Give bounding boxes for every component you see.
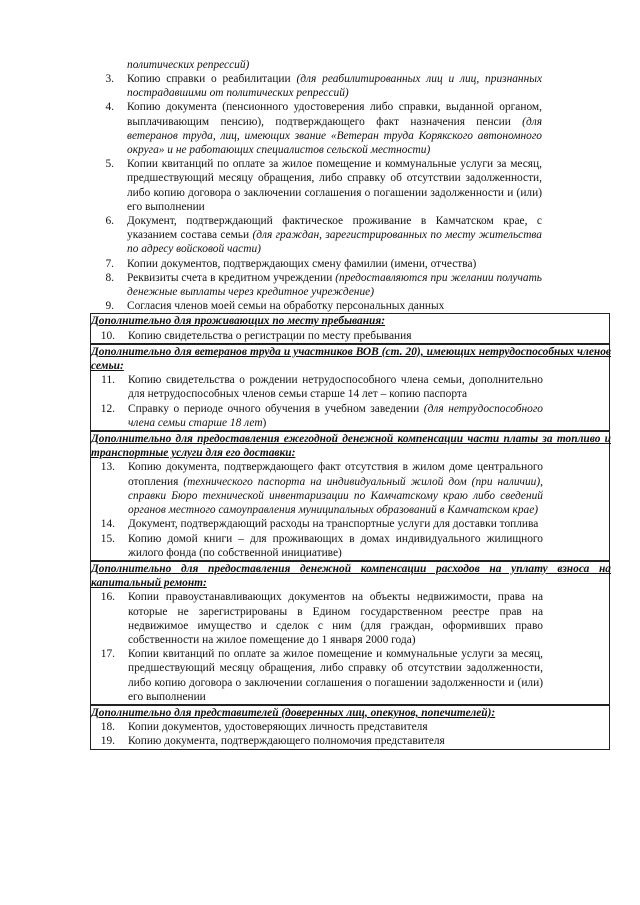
list-item — [91, 517, 543, 531]
item-number: 10. — [100, 329, 115, 342]
item-text: Копию документа, подтверждающего факт отсутствия в жилом доме центрального отопления — [128, 461, 543, 488]
item-text: Копии квитанций по оплате за жилое помещение и коммунальные услуги за месяц, предшествующий месяцу обращения, либо справку об отсутствии задолженности, либо копию договора о заключении соглашения о погашении задолженности и (или) его выполнении — [128, 648, 543, 703]
item-number: 15. — [100, 532, 115, 545]
item-note: (предоставляются при желании получать денежные выплаты через кредитное учреждение) — [127, 271, 542, 299]
item-text: Копию домой книги – для проживающих в домах индивидуального жилищного жилого фонда (по собственной инициативе) — [128, 532, 543, 559]
list-item — [91, 647, 543, 704]
item-number: 9. — [105, 300, 114, 313]
list-item — [90, 299, 542, 313]
list-item — [91, 402, 543, 430]
item-number: 5. — [105, 158, 114, 171]
item-text: Согласия членов моей семьи на обработку персональных данных — [127, 300, 445, 313]
item-note: (для реабилитированных лиц и лиц, признанных пострадавшими от политических репрессий) — [127, 73, 543, 100]
section-group — [90, 431, 610, 561]
list-item — [91, 532, 543, 560]
list-item — [91, 373, 543, 401]
item-text: Документ, подтверждающий фактическое проживание в Камчатском крае, с указанием состава семьи — [127, 215, 542, 242]
list-item — [91, 734, 543, 748]
list-item — [91, 590, 543, 647]
item-number: 13. — [100, 461, 115, 474]
item-note: (технического паспорта на индивидуальный жилой дом (при наличии), справки Бюро технической инвентаризации по Камчатскому краю либо сведений органов местного самоуправления муниципальных образований в Камчатском крае) — [128, 475, 544, 517]
section-group — [90, 705, 610, 750]
section-group — [90, 561, 610, 705]
item-number: 19. — [100, 735, 115, 748]
list-item — [91, 460, 543, 517]
list-item — [90, 271, 542, 299]
section-heading: Дополнительно для представителей (доверенных лиц, опекунов, попечителей): — [91, 706, 496, 719]
item-note: (для граждан, зарегистрированных по месту жительства по адресу войсковой части) — [127, 229, 542, 256]
section-group — [90, 313, 610, 343]
list-item — [91, 720, 543, 734]
list-item — [90, 157, 542, 214]
item-number: 6. — [105, 215, 114, 228]
item-number: 4. — [105, 101, 114, 114]
item-number: 18. — [100, 721, 115, 734]
section-group — [90, 72, 610, 313]
item-text: Копии правоустанавливающих документов на объекты недвижимости, права на которые не зарегистрированы в Едином государственном реестре прав на недвижимое имущество и сделок с ним (для граждан, оформивших право собственности на жилое помещение до 1 января 2000 года) — [128, 591, 543, 646]
item-text: Справку о периоде очного обучения в учебном заведении — [128, 402, 424, 415]
list-item — [90, 214, 542, 257]
list-item — [90, 100, 542, 157]
section-heading: Дополнительно для ветеранов труда и участников ВОВ (ст. 20), имеющих нетрудоспособных членов семьи: — [91, 345, 611, 373]
item-number: 12. — [100, 402, 115, 415]
item-text: Копии документов, удостоверяющих личность представителя — [128, 721, 428, 734]
section-heading: Дополнительно для предоставления ежегодной денежной компенсации части платы за топливо и транспортные услуги для его доставки: — [91, 433, 611, 460]
intro-fragment: политических репрессий) — [127, 59, 250, 71]
item-text: Реквизиты счета в кредитном учреждении — [127, 271, 336, 284]
item-number: 3. — [105, 73, 114, 85]
list-item — [90, 72, 542, 100]
item-text: Копию справки о реабилитации — [127, 73, 297, 85]
item-text: Копии документов, подтверждающих смену фамилии (имени, отчества) — [127, 257, 477, 270]
list-item — [91, 329, 543, 343]
item-note-end: ) — [262, 416, 267, 429]
item-note: (для нетрудоспособного члена семьи старше 18 лет — [128, 402, 543, 429]
item-text: Копию документа (пенсионного удостоверения либо справки, выданной органом, выплачивающим пенсию), подтверждающего факт назначения пенсии — [127, 101, 542, 128]
document-list — [90, 72, 610, 750]
section-heading: Дополнительно для проживающих по месту пребывания: — [91, 315, 386, 328]
item-text: Копию документа, подтверждающего полномочия представителя — [128, 735, 445, 748]
item-note: (для ветеранов труда, лиц, имеющих звание «Ветеран труда Корякского автономного округа» и не работающих специалистов сельской местности) — [127, 115, 542, 157]
item-number: 16. — [100, 591, 115, 604]
section-heading: Дополнительно для предоставления денежной компенсации расходов на уплату взноса на капитальный ремонт: — [91, 562, 611, 590]
item-text: Документ, подтверждающий расходы на транспортные услуги для доставки топлива — [128, 518, 539, 531]
list-item — [90, 257, 542, 271]
item-number: 11. — [101, 374, 115, 387]
item-number: 17. — [100, 648, 115, 661]
item-text: Копии квитанций по оплате за жилое помещение и коммунальные услуги за месяц, предшествующий месяцу обращения, либо справку об отсутствии задолженности, либо копию договора о заключении соглашения о погашении задолженности и (или) его выполнении — [127, 158, 542, 213]
item-text: Копию свидетельства о рождении нетрудоспособного члена семьи, дополнительно для нетрудоспособных членов семьи старше 14 лет – копию паспорта — [128, 374, 543, 401]
section-group — [90, 344, 610, 431]
item-text: Копию свидетельства о регистрации по месту пребывания — [128, 329, 412, 342]
item-number: 7. — [105, 257, 114, 270]
item-number: 8. — [105, 271, 114, 284]
item-number: 14. — [100, 518, 115, 531]
